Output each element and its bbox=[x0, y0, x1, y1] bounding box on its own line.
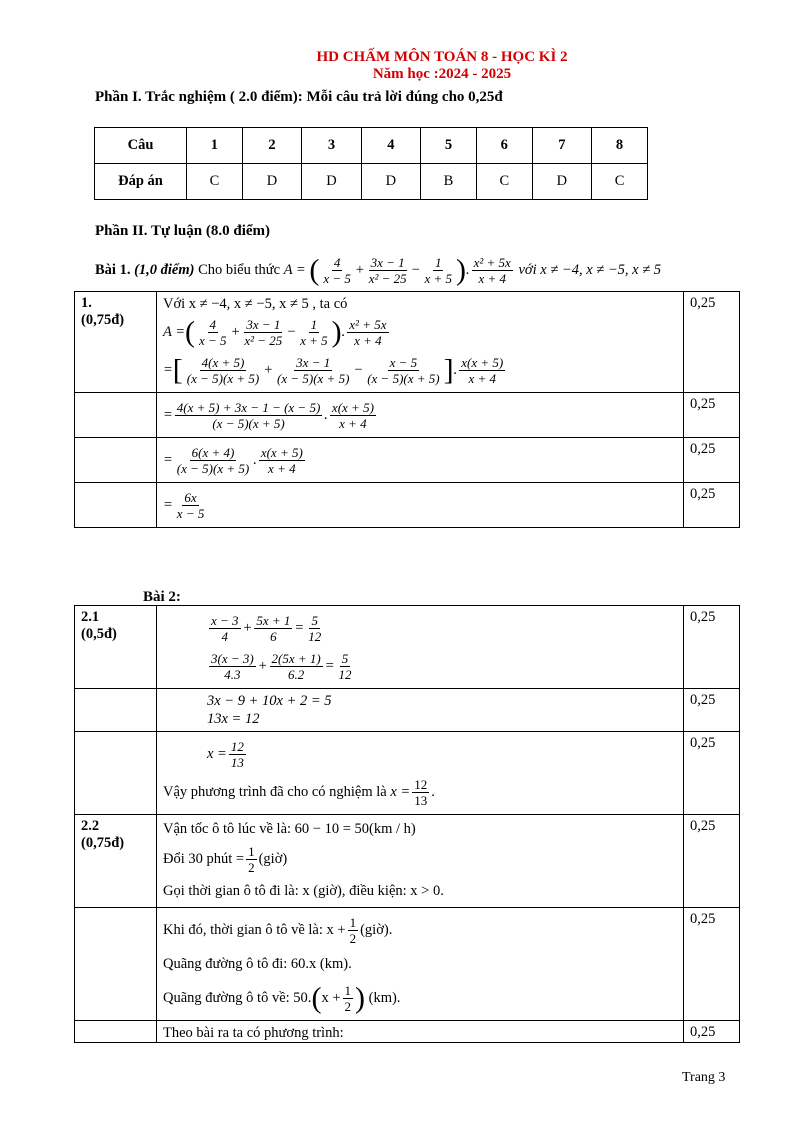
answer-cell: D bbox=[361, 164, 420, 200]
question-number: 8 bbox=[592, 128, 648, 164]
math-line: $\frac{3(x - 3)}{4.3}$ + $\frac{2(5x + 1)}{6.2}$ = $\frac{5}{12}$ bbox=[211, 651, 352, 683]
solution-step bbox=[157, 732, 684, 815]
solution-step bbox=[157, 815, 684, 908]
step-text: Gọi thời gian ô tô đi là: x (giờ), điều kiện: x > 0. bbox=[163, 883, 444, 899]
math-line: = $\frac{4(x + 5) + 3x - 1 - (x - 5)}{(x - 5)(x + 5)}$ . $\frac{x(x + 5)}{x + 4}$ bbox=[163, 400, 374, 432]
answer-cell: C bbox=[592, 164, 648, 200]
solution-step bbox=[157, 606, 684, 689]
score-cell: 0,25 bbox=[684, 606, 740, 689]
step-text: Theo bài ra ta có phương trình: bbox=[163, 1025, 344, 1041]
table-row bbox=[75, 483, 740, 528]
table-row bbox=[75, 689, 740, 732]
math-line: 13x = 12 bbox=[207, 711, 260, 727]
row-label-answer: Đáp án bbox=[95, 164, 187, 200]
math-line: $\frac{x - 3}{4}$ + $\frac{5x + 1}{6}$ = $\frac{5}{12}$ bbox=[211, 613, 322, 645]
answer-cell: D bbox=[532, 164, 591, 200]
table-row bbox=[75, 606, 740, 689]
step-text: Khi đó, thời gian ô tô về là: x + $\frac{1}{2}$ (giờ). bbox=[163, 915, 393, 947]
solution-step bbox=[157, 689, 684, 732]
math-line: 3x − 9 + 10x + 2 = 5 bbox=[207, 693, 332, 709]
table-row bbox=[75, 908, 740, 1021]
step-text: Đổi 30 phút = $\frac{1}{2}$ (giờ) bbox=[163, 844, 288, 876]
row-label-question: Câu bbox=[95, 128, 187, 164]
table-row bbox=[75, 438, 740, 483]
answer-cell: C bbox=[187, 164, 243, 200]
answer-cell: D bbox=[242, 164, 301, 200]
math-line: x = $\frac{12}{13}$ bbox=[207, 739, 244, 771]
score-cell: 0,25 bbox=[684, 732, 740, 815]
bai1-statement bbox=[95, 255, 661, 286]
conclusion-line: Vậy phương trình đã cho có nghiệm là x = $\frac{12}{13}$ . bbox=[163, 777, 435, 809]
score-cell: 0,25 bbox=[684, 292, 740, 393]
table-row bbox=[75, 393, 740, 438]
bai2-solution-table bbox=[74, 605, 740, 1043]
school-year: Năm học :2024 - 2025 bbox=[372, 66, 512, 82]
bai1-condition: với x ≠ −4, x ≠ −5, x ≠ 5 bbox=[518, 261, 662, 278]
table-row bbox=[75, 815, 740, 908]
score-cell: 0,25 bbox=[684, 393, 740, 438]
score-cell: 0,25 bbox=[684, 483, 740, 528]
step-text: Quãng đường ô tô về: 50.(x + $\frac{1}{2}$ ) (km). bbox=[163, 981, 401, 1015]
bai1-solution-table bbox=[74, 291, 740, 528]
solution-step bbox=[157, 292, 684, 393]
score-cell: 0,25 bbox=[684, 908, 740, 1021]
part2-heading: Phần II. Tự luận (8.0 điểm) bbox=[95, 223, 271, 239]
solution-step bbox=[157, 483, 684, 528]
bai1-label: Bài 1. bbox=[95, 261, 131, 278]
solution-step bbox=[157, 1021, 684, 1043]
part1-heading: Phần I. Trắc nghiệm ( 2.0 điểm): Mỗi câu trả lời đúng cho 0,25đ bbox=[95, 89, 503, 105]
math-line: A =( $\frac{4}{x - 5}$ + $\frac{3x - 1}{\text{x² − 25}}$ − $\frac{1}{x + 5}$ ). $\frac{\text{x² + 5x}}{x + 4}$ bbox=[163, 315, 387, 349]
score-cell: 0,25 bbox=[684, 689, 740, 732]
question-number: 6 bbox=[476, 128, 532, 164]
bai1-intro: Cho biểu thức bbox=[198, 261, 281, 278]
score-cell: 0,25 bbox=[684, 815, 740, 908]
table-row bbox=[75, 292, 740, 393]
math-line: = $\frac{6x}{x - 5}$ bbox=[163, 490, 205, 522]
solution-step bbox=[157, 438, 684, 483]
doc-title: HD CHẤM MÔN TOÁN 8 - HỌC KÌ 2 bbox=[316, 49, 568, 65]
question-number: 7 bbox=[532, 128, 591, 164]
table-row bbox=[95, 128, 648, 164]
step-text: Với x ≠ −4, x ≠ −5, x ≠ 5 , ta có bbox=[163, 296, 348, 312]
question-number: 2 bbox=[242, 128, 301, 164]
math-line: = $\frac{6(x + 4)}{(x - 5)(x + 5)}$ . $\frac{x(x + 5)}{x + 4}$ bbox=[163, 445, 303, 477]
solution-step bbox=[157, 908, 684, 1021]
table-row bbox=[95, 164, 648, 200]
question-number: 1 bbox=[187, 128, 243, 164]
item-label: 1. (0,75đ) bbox=[75, 292, 157, 393]
question-number: 3 bbox=[302, 128, 361, 164]
page-number: Trang 3 bbox=[682, 1070, 726, 1085]
score-cell: 0,25 bbox=[684, 438, 740, 483]
bai2-label: Bài 2: bbox=[143, 589, 181, 605]
table-row bbox=[75, 1021, 740, 1043]
expression-a: A = ( $\frac{4}{x - 5}$ + $\frac{3x - 1}{\text{x² − 25}}$ − $\frac{1}{x + 5}$ ). $\frac{\text{x² + 5x}}{x + 4}$ bbox=[283, 253, 511, 287]
step-text: Vận tốc ô tô lúc về là: 60 − 10 = 50(km / h) bbox=[163, 821, 416, 837]
item-label: 2.1 (0,5đ) bbox=[75, 606, 157, 689]
answer-cell: C bbox=[476, 164, 532, 200]
score-cell: 0,25 bbox=[684, 1021, 740, 1043]
step-text: Quãng đường ô tô đi: 60.x (km). bbox=[163, 956, 352, 972]
answer-cell: B bbox=[421, 164, 477, 200]
bai1-points: (1,0 điểm) bbox=[134, 261, 195, 278]
answer-cell: D bbox=[302, 164, 361, 200]
math-line: =[ $\frac{4(x + 5)}{(x - 5)(x + 5)}$ + $\frac{3x - 1}{(x - 5)(x + 5)}$ − $\frac{x - 5}{(x - 5)(x + 5)}$ ]. $\frac{x(x + 5)}{x + 4}$ bbox=[163, 353, 504, 387]
solution-step bbox=[157, 393, 684, 438]
item-label: 2.2 (0,75đ) bbox=[75, 815, 157, 908]
question-number: 5 bbox=[421, 128, 477, 164]
table-row bbox=[75, 732, 740, 815]
answer-table bbox=[94, 127, 648, 200]
question-number: 4 bbox=[361, 128, 420, 164]
